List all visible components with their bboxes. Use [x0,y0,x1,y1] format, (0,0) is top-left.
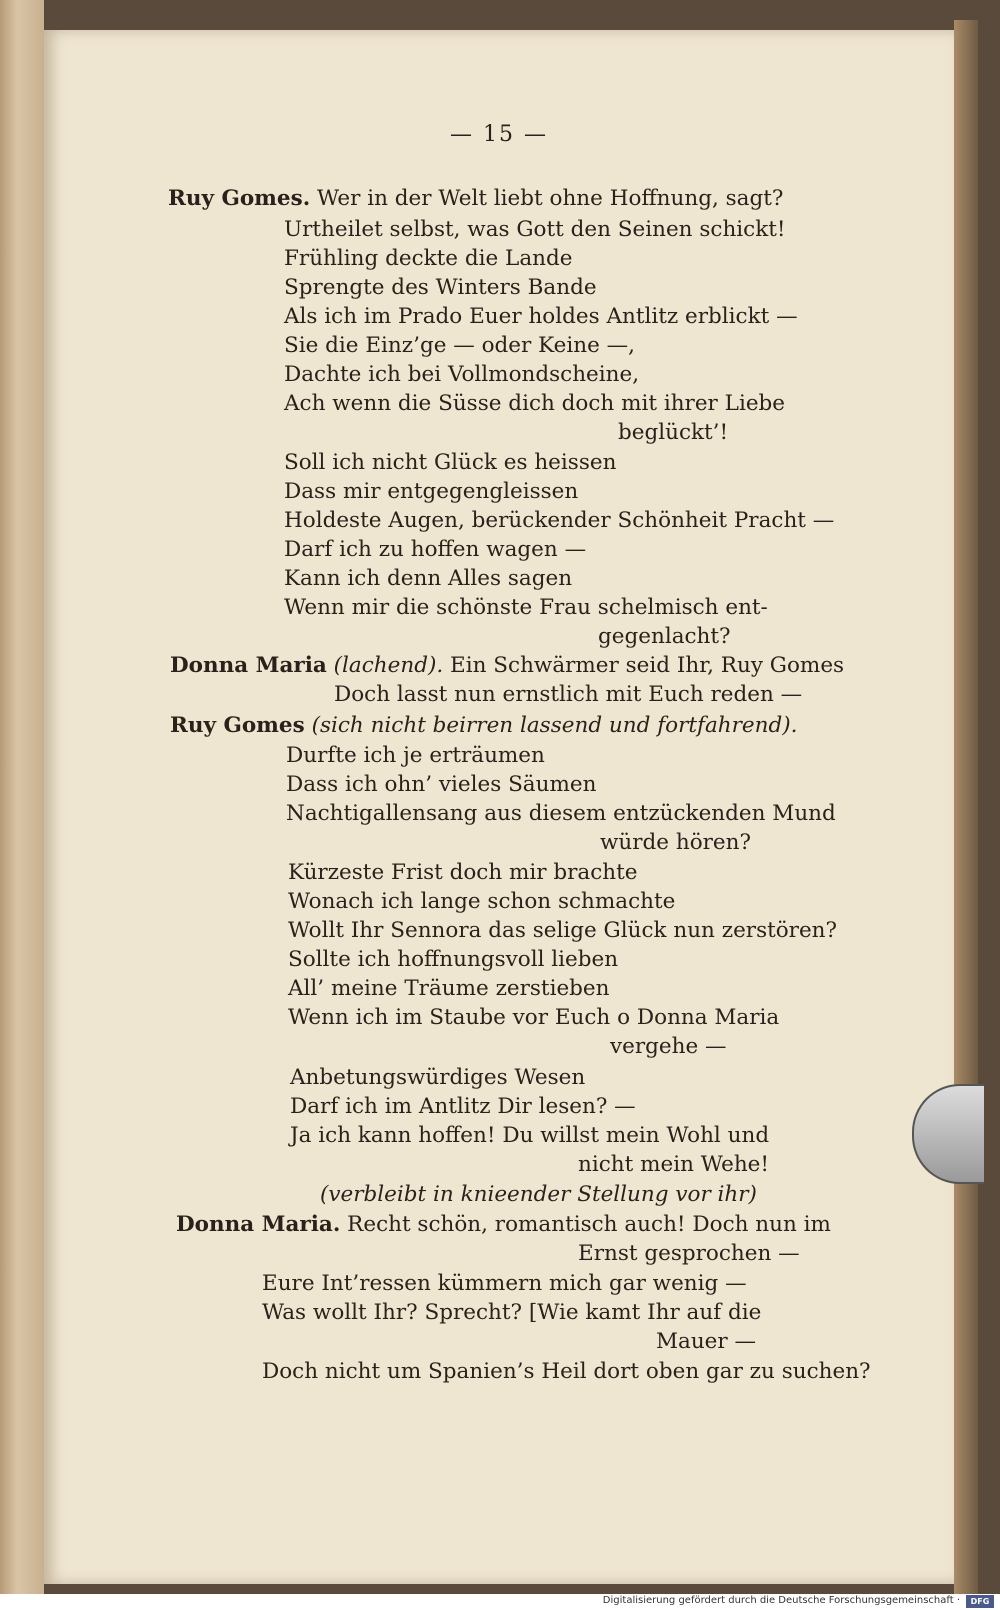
line-text: Sie die Einz’ge — oder Keine —, [284,333,635,358]
speaker-name: Donna Maria. [176,1212,341,1237]
line-text: Wer in der Welt liebt ohne Hoffnung, sagt? [317,186,784,211]
book-binding [0,0,44,1594]
dfg-logo-icon: DFG [966,1595,994,1608]
line-text: Ja ich kann hoffen! Du willst mein Wohl und [290,1123,770,1148]
verse-line [286,801,836,826]
verse-line [170,653,844,678]
verse-line [262,1359,871,1384]
verse-line [290,1065,585,1090]
verse-line [578,1152,769,1177]
line-text: Anbetungswürdiges Wesen [290,1065,586,1090]
verse-line [170,713,798,738]
stage-direction: (sich nicht beirren lassend und fortfahrend). [311,713,798,738]
page-edge [954,20,978,1594]
line-text: Wenn mir die schönste Frau schelmisch ent- [284,595,768,620]
verse-line [262,1300,761,1325]
line-text: Wenn ich im Staube vor Euch o Donna Maria [288,1005,780,1030]
verse-line [618,420,728,445]
line-text: All’ meine Träume zerstieben [288,976,610,1001]
line-text: beglückt’! [618,420,729,445]
verse-line [284,217,786,242]
line-text: Dass mir entgegengleissen [284,479,579,504]
verse-line [284,479,578,504]
speaker-name: Ruy Gomes. [168,186,311,211]
verse-line [578,1241,800,1266]
line-text: Wollt Ihr Sennora das selige Glück nun zerstören? [288,918,838,943]
line-text: gegenlacht? [598,624,731,649]
page-number: — 15 — [450,122,548,147]
verse-line [320,1182,757,1207]
verse-line [262,1271,747,1296]
line-text: Doch nicht um Spanien’s Heil dort oben gar zu suchen? [262,1359,871,1384]
speaker-name: Ruy Gomes [170,713,305,738]
verse-line [288,976,610,1001]
verse-line [288,1005,779,1030]
verse-line [284,246,572,271]
line-text: Nachtigallensang aus diesem entzückenden Mund [286,801,836,826]
line-text: Was wollt Ihr? Sprecht? [Wie kamt Ihr auf die [262,1300,762,1325]
verse-line [284,304,798,329]
verse-line [168,186,783,211]
line-text: Ach wenn die Süsse dich doch mit ihrer Liebe [284,391,786,416]
verse-line [284,275,597,300]
line-text: Kann ich denn Alles sagen [284,566,573,591]
verse-line [284,333,635,358]
line-text: Dachte ich bei Vollmondscheine, [284,362,640,387]
verse-line [284,450,616,475]
line-text: Durfte ich je erträumen [286,743,545,768]
line-text: Frühling deckte die Lande [284,246,573,271]
line-text: Dass ich ohn’ vieles Säumen [286,772,597,797]
verse-line [656,1329,756,1354]
line-text: Eure Int’ressen kümmern mich gar wenig — [262,1271,747,1296]
line-text: Darf ich im Antlitz Dir lesen? — [290,1094,636,1119]
stage-direction: (lachend). [333,653,444,678]
verse-line [334,682,802,707]
verse-line [286,743,545,768]
verse-line [290,1094,636,1119]
line-text: Recht schön, romantisch auch! Doch nun im [347,1212,831,1237]
line-text: Holdeste Augen, berückender Schönheit Pracht — [284,508,835,533]
verse-line [288,918,837,943]
line-text: Kürzeste Frist doch mir brachte [288,860,638,885]
line-text: Sprengte des Winters Bande [284,275,597,300]
line-text: Mauer — [656,1329,757,1354]
verse-line [288,947,618,972]
line-text: Wonach ich lange schon schmachte [288,889,676,914]
line-text: Urtheilet selbst, was Gott den Seinen schickt! [284,217,786,242]
line-text: Darf ich zu hoffen wagen — [284,537,587,562]
stage-direction: (verbleibt in knieender Stellung vor ihr) [320,1182,757,1207]
verse-line [598,624,731,649]
verse-line [284,595,768,620]
verse-line [286,772,596,797]
speaker-name: Donna Maria [170,653,327,678]
verse-line [284,362,639,387]
verse-line [284,391,785,416]
verse-line [288,889,675,914]
verse-line [290,1123,769,1148]
line-text: Ein Schwärmer seid Ihr, Ruy Gomes [450,653,845,678]
verse-line [600,830,751,855]
line-text: Sollte ich hoffnungsvoll lieben [288,947,619,972]
verse-line [288,860,638,885]
footer-bar [0,1594,1000,1610]
verse-line [284,508,834,533]
line-text: Als ich im Prado Euer holdes Antlitz erblickt — [284,304,798,329]
line-text: nicht mein Wehe! [578,1152,770,1177]
footer-credit: Digitalisierung gefördert durch die Deutsche Forschungsgemeinschaft · [602,1595,960,1606]
verse-line [284,537,586,562]
line-text: vergehe — [610,1034,727,1059]
line-text: Soll ich nicht Glück es heissen [284,450,617,475]
verse-line [176,1212,831,1237]
line-text: würde hören? [600,830,752,855]
book-page [44,30,954,1584]
verse-line [284,566,572,591]
line-text: Ernst gesprochen — [578,1241,800,1266]
verse-line [610,1034,727,1059]
line-text: Doch lasst nun ernstlich mit Euch reden — [334,682,803,707]
